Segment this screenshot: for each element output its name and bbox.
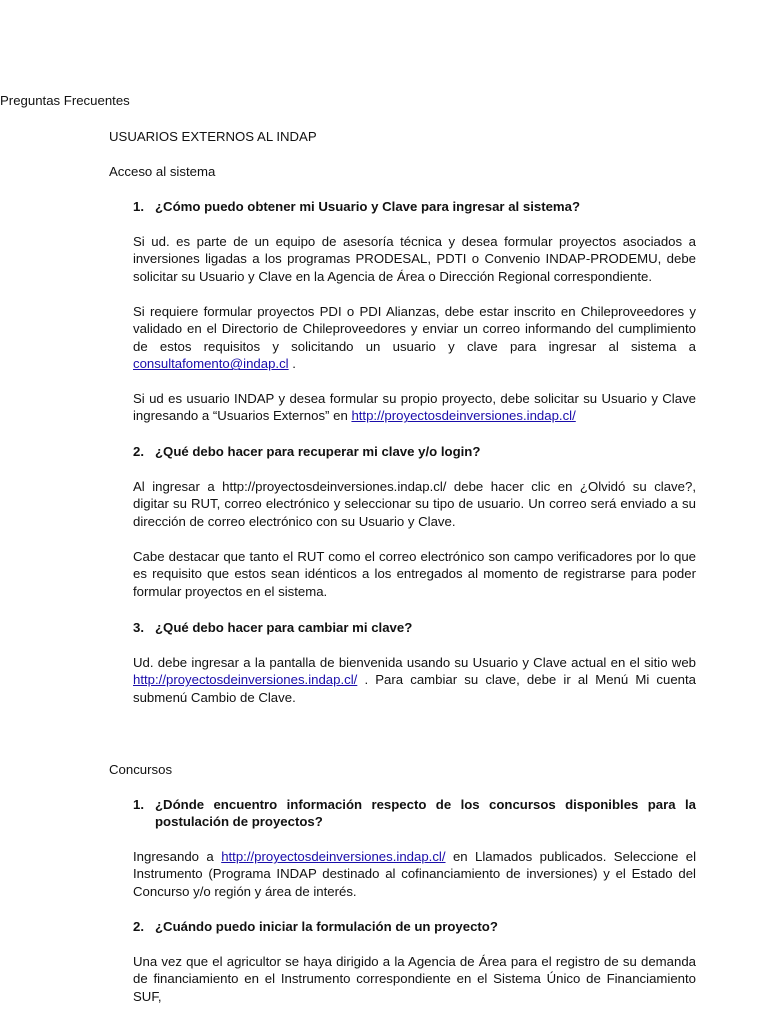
question-3 xyxy=(133,619,696,636)
paragraph-text: . xyxy=(288,356,296,372)
question-text: ¿Cómo puedo obtener mi Usuario y Clave para ingresar al sistema? xyxy=(155,199,581,214)
question-text: ¿Dónde encuentro información respecto de los concursos disponibles para la postulación de proyectos? xyxy=(155,797,696,830)
website-link[interactable]: http://proyectosdeinversiones.indap.cl/ xyxy=(221,849,446,864)
question-number: 2. xyxy=(133,919,144,934)
subsection-concursos: Concursos xyxy=(109,762,173,777)
concursos-answer-1 xyxy=(133,848,696,900)
question-2 xyxy=(133,443,696,460)
paragraph-text: Ingresando a xyxy=(133,849,222,864)
answer-1-paragraph-1: Si ud. es parte de un equipo de asesoría técnica y desea formular proyectos asociados a inversiones ligadas a los programas PRODESAL, PDTI o Convenio INDAP-PRODEMU, debe solicitar su Usuario y Clave en la Agencia de Área o Dirección Regional correspondiente. xyxy=(133,234,696,284)
concursos-question-2 xyxy=(133,918,696,935)
question-number: 1. xyxy=(133,797,144,812)
section-heading: USUARIOS EXTERNOS AL INDAP xyxy=(109,129,317,144)
question-text: ¿Cuándo puedo iniciar la formulación de un proyecto? xyxy=(155,919,498,934)
question-number: 3. xyxy=(133,620,144,635)
paragraph-text: en Llamados publicados. Seleccione el Instrumento (Programa INDAP destinado al cofinanciamiento de inversiones) y el Estado del Concurso y/o región y área de interés. xyxy=(133,849,696,899)
paragraph-text: . Para cambiar su clave, debe ir al Menú Mi cuenta submenú Cambio de Clave. xyxy=(133,672,696,705)
question-text: ¿Qué debo hacer para recuperar mi clave y/o login? xyxy=(155,444,481,459)
website-link[interactable]: http://proyectosdeinversiones.indap.cl/ xyxy=(133,672,358,688)
answer-1-paragraph-3 xyxy=(133,390,696,425)
email-link[interactable]: consultafomento@indap.cl xyxy=(133,356,289,372)
answer-1-paragraph-2 xyxy=(133,303,696,373)
answer-2-paragraph-1: Al ingresar a http://proyectosdeinversiones.indap.cl/ debe hacer clic en ¿Olvidó su clave?, digitar su RUT, correo electrónico y seleccionar su tipo de usuario. Un correo será enviado a su dirección de correo electrónico con su Usuario y Clave. xyxy=(133,479,696,529)
question-number: 1. xyxy=(133,199,144,214)
page-title: Preguntas Frecuentes xyxy=(0,93,130,108)
paragraph-text: Si requiere formular proyectos PDI o PDI Alianzas, debe estar inscrito en Chileproveedores y validado en el Directorio de Chileproveedores y enviar un correo informando del cumplimiento de estos requisitos y solicitando un usuario y clave para ingresar al sistema a xyxy=(133,304,696,354)
concursos-question-1 xyxy=(133,796,696,831)
subsection-acceso: Acceso al sistema xyxy=(109,164,216,179)
website-link[interactable]: http://proyectosdeinversiones.indap.cl/ xyxy=(351,408,576,424)
question-number: 2. xyxy=(133,444,144,459)
question-1 xyxy=(133,198,696,215)
answer-3-paragraph-1 xyxy=(133,654,696,706)
paragraph-text: Si ud es usuario INDAP y desea formular su propio proyecto, debe solicitar su Usuario y Clave ingresando a “Usuarios Externos” en xyxy=(133,391,696,424)
question-text: ¿Qué debo hacer para cambiar mi clave? xyxy=(155,620,413,635)
concursos-answer-2: Una vez que el agricultor se haya dirigido a la Agencia de Área para el registro de su demanda de financiamiento en el Instrumento correspondiente en el Sistema Único de Financiamiento SUF, xyxy=(133,954,696,1004)
paragraph-text: Ud. debe ingresar a la pantalla de bienvenida usando su Usuario y Clave actual en el sitio web xyxy=(133,655,696,670)
answer-2-paragraph-2: Cabe destacar que tanto el RUT como el correo electrónico son campo verificadores por lo que es requisito que estos sean idénticos a los entregados al momento de registrarse para poder formular proyectos en el sistema. xyxy=(133,549,696,599)
